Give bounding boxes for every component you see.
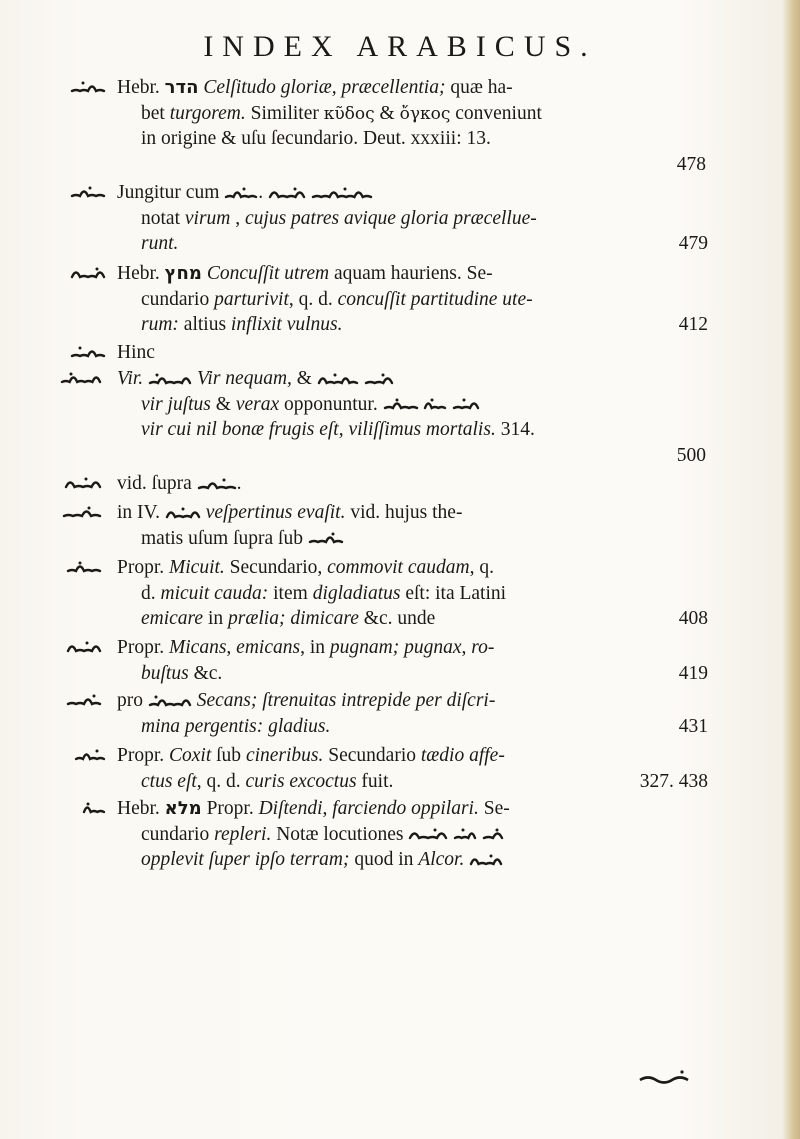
- arabic-script-glyph: [469, 852, 503, 870]
- page-reference: 419: [678, 662, 708, 684]
- arabic-word: [317, 371, 359, 389]
- catchword: [636, 1068, 696, 1095]
- arabic-headword: [70, 78, 106, 98]
- arabic-script-glyph: [408, 826, 448, 844]
- arabic-word: [383, 396, 419, 414]
- arabic-word: [148, 371, 192, 389]
- arabic-headword: [70, 183, 106, 203]
- entry-text-line: notat virum , cujus patres avique gloria præcellue-: [141, 207, 537, 229]
- arabic-headword: [66, 558, 102, 578]
- entry-text-line: Hebr. הדר Celſitudo gloriæ, præcellentia; quæ ha-: [117, 77, 513, 98]
- page-reference: 479: [678, 233, 708, 254]
- entry-text-line: d. micuit cauda: item digladiatus eſt: ita Latini: [141, 582, 507, 604]
- arabic-word: [452, 396, 480, 414]
- arabic-script-glyph: [64, 475, 102, 493]
- arabic-script-glyph: [70, 344, 106, 362]
- arabic-word: [482, 826, 504, 844]
- page-reference: 431: [678, 715, 708, 737]
- arabic-script-glyph: [148, 693, 192, 711]
- page-header: INDEX ARABICUS.: [203, 30, 597, 63]
- entry-text-line: in origine & uſu ſecundario. Deut. xxxiii: 13.: [141, 128, 491, 149]
- page-edge: [782, 0, 800, 1139]
- arabic-script-glyph: [70, 79, 106, 97]
- arabic-word: [423, 396, 447, 414]
- entry-text-line: Jungitur cum .: [117, 180, 373, 206]
- page-reference: 412: [678, 314, 708, 335]
- arabic-word: [453, 826, 477, 844]
- arabic-headword: [74, 746, 106, 766]
- arabic-headword: [64, 474, 102, 494]
- entry-text-line: Vir. Vir nequam, &: [117, 366, 394, 392]
- catchword-arabic-glyph: [636, 1068, 696, 1090]
- arabic-script-glyph: [268, 185, 306, 203]
- page-reference: 327. 438: [639, 770, 708, 792]
- arabic-script-glyph: [60, 370, 102, 388]
- arabic-word: [165, 505, 201, 523]
- entry-text-line: vir juſtus & verax opponuntur.: [141, 392, 480, 418]
- arabic-script-glyph: [66, 639, 102, 657]
- arabic-word: [469, 852, 503, 870]
- entry-text-line: matis uſum ſupra ſub: [141, 526, 344, 552]
- entry-text-line: vid. ſupra .: [117, 473, 242, 494]
- arabic-script-glyph: [453, 826, 477, 844]
- arabic-script-glyph: [62, 504, 102, 522]
- entry-text-line: Hebr. מחץ Concuſſit utrem aquam hauriens. Se-: [117, 263, 493, 284]
- entry-text-line: buſtus &c.: [141, 662, 223, 684]
- arabic-script-glyph: [452, 396, 480, 414]
- arabic-word: [224, 185, 258, 203]
- arabic-script-glyph: [82, 800, 106, 818]
- entry-text-line: cundario repleri. Notæ locutiones: [141, 822, 504, 848]
- arabic-script-glyph: [148, 371, 192, 389]
- arabic-script-glyph: [66, 559, 102, 577]
- entry-text-line: rum: altius inflixit vulnus.: [141, 314, 343, 335]
- entry-text-line: mina pergentis: gladius.: [141, 715, 331, 737]
- arabic-headword: [70, 343, 106, 363]
- arabic-word: [364, 371, 394, 389]
- arabic-script-glyph: [308, 530, 344, 548]
- arabic-headword: [60, 369, 102, 389]
- arabic-script-glyph: [311, 185, 373, 203]
- entry-text-line: in IV. veſpertinus evaſit. vid. hujus the-: [117, 502, 463, 523]
- arabic-headword: [66, 691, 102, 711]
- entry-text-line: ctus eſt, q. d. curis excoctus fuit.: [141, 770, 394, 792]
- arabic-word: [308, 530, 344, 548]
- arabic-word: [311, 185, 373, 203]
- arabic-word: [268, 185, 306, 203]
- entry-text-line: Hebr. מלא Propr. Diſtendi, farciendo oppilari. Se-: [117, 798, 510, 819]
- arabic-headword: [66, 638, 102, 658]
- arabic-script-glyph: [423, 396, 447, 414]
- page-reference: 500: [676, 444, 706, 466]
- arabic-script-glyph: [66, 692, 102, 710]
- arabic-word: [197, 476, 237, 494]
- entry-text-line: Propr. Coxit ſub cineribus. Secundario tædio affe-: [117, 745, 505, 766]
- entry-text-line: runt.: [141, 233, 179, 254]
- arabic-script-glyph: [165, 505, 201, 523]
- arabic-script-glyph: [70, 265, 106, 283]
- arabic-headword: [70, 264, 106, 284]
- arabic-word: [148, 693, 192, 711]
- arabic-headword: [62, 503, 102, 523]
- entry-text-line: Hinc: [117, 342, 155, 363]
- arabic-script-glyph: [317, 371, 359, 389]
- entry-text-line: pro Secans; ſtrenuitas intrepide per diſcri-: [117, 690, 496, 711]
- arabic-script-glyph: [197, 476, 237, 494]
- arabic-script-glyph: [383, 396, 419, 414]
- arabic-script-glyph: [74, 747, 106, 765]
- arabic-script-glyph: [482, 826, 504, 844]
- entry-text-line: Propr. Micuit. Secundario, commovit caudam, q.: [117, 557, 494, 578]
- entry-text-line: Propr. Micans, emicans, in pugnam; pugnax, ro-: [117, 637, 495, 658]
- page-reference: 478: [676, 153, 706, 175]
- arabic-script-glyph: [224, 185, 258, 203]
- arabic-script-glyph: [364, 371, 394, 389]
- entry-text-line: cundario parturivit, q. d. concuſſit partitudine ute-: [141, 288, 533, 310]
- arabic-word: [408, 826, 448, 844]
- entry-text-line: bet turgorem. Similiter κῦδος & ὄγκος conveniunt: [141, 102, 542, 124]
- entry-text-line: vir cui nil bonæ frugis eſt, viliſſimus mortalis. 314.: [141, 419, 535, 440]
- arabic-script-glyph: [70, 184, 106, 202]
- arabic-headword: [82, 799, 106, 819]
- entry-text-line: emicare in prælia; dimicare &c. unde: [141, 608, 436, 629]
- entry-text-line: opplevit ſuper ipſo terram; quod in Alcor.: [141, 847, 503, 873]
- page-reference: 408: [678, 608, 708, 629]
